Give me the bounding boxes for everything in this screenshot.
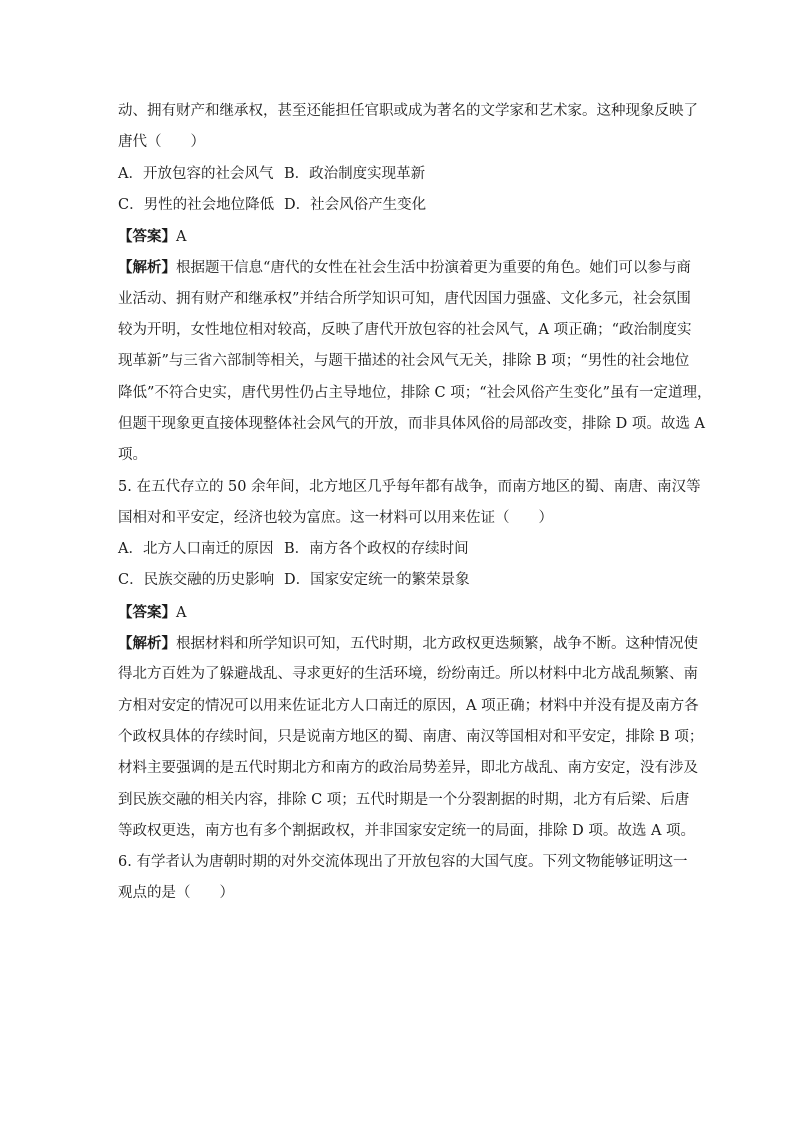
q4-option-d: D．社会风俗产生变化 bbox=[284, 196, 427, 213]
q4-analysis-label: 【解析】 bbox=[118, 259, 176, 277]
q6-stem-line-1: 6. 有学者认为唐朝时期的对外交流体现出了开放包容的大国气度。下列文物能够证明这一 bbox=[118, 854, 688, 871]
q4-analysis-text-1: 根据题干信息“唐代的女性在社会生活中扮演着更为重要的角色。她们可以参与商 bbox=[176, 260, 691, 277]
q4-option-a: A．开放包容的社会风气 bbox=[118, 165, 274, 182]
q5-stem-line-2: 国相对和平安定，经济也较为富庶。这一材料可以用来佐证（ ） bbox=[118, 509, 553, 526]
q5-analysis-text-1: 根据材料和所学知识可知，五代时期，北方政权更迭频繁，战争不断。这种情况使 bbox=[176, 636, 698, 653]
q5-answer-value: A bbox=[176, 604, 187, 621]
q5-analysis-line-5: 材料主要强调的是五代时期北方和南方的政治局势差异，即北方战乱、南方安定，没有涉及 bbox=[118, 760, 698, 777]
q4-options-row-1 bbox=[118, 159, 678, 190]
q5-stem-line-1: 5. 在五代存立的 50 余年间，北方地区几乎每年都有战争，而南方地区的蜀、南唐、南汉等 bbox=[118, 478, 701, 495]
q5-answer bbox=[118, 597, 678, 628]
q5-analysis-line-3: 方相对安定的情况可以用来佐证北方人口南迁的原因，A 项正确；材料中并没有提及南方各 bbox=[118, 697, 699, 714]
q5-analysis-label: 【解析】 bbox=[118, 635, 176, 653]
q4-analysis-line-5: 降低”不符合史实，唐代男性仍占主导地位，排除 C 项；“社会风俗产生变化”虽有一定道理， bbox=[118, 384, 712, 401]
q4-analysis-line-6: 但题干现象更直接体现整体社会风气的开放，而非具体风俗的局部改变，排除 D 项。故选 A bbox=[118, 415, 705, 432]
q5-options-row-2 bbox=[118, 565, 678, 596]
q4-option-b: B．政治制度实现革新 bbox=[284, 165, 426, 182]
q5-option-d: D．国家安定统一的繁荣景象 bbox=[284, 572, 470, 589]
q4-stem-line-2: 唐代（ ） bbox=[118, 134, 205, 151]
q4-option-c: C．男性的社会地位降低 bbox=[118, 196, 275, 213]
q5-answer-label: 【答案】 bbox=[118, 603, 176, 621]
document-page bbox=[118, 96, 712, 910]
q4-analysis-line-7: 项。 bbox=[118, 447, 147, 464]
q4-answer-value: A bbox=[176, 229, 187, 246]
q4-analysis-line-2: 业活动、拥有财产和继承权”并结合所学知识可知，唐代因国力强盛、文化多元，社会氛围 bbox=[118, 290, 691, 307]
q5-option-c: C．民族交融的历史影响 bbox=[118, 572, 275, 589]
q5-analysis-line-6: 到民族交融的相关内容，排除 C 项；五代时期是一个分裂割据的时期，北方有后梁、后唐 bbox=[118, 791, 690, 808]
q4-stem-line-1: 动、拥有财产和继承权，甚至还能担任官职或成为著名的文学家和艺术家。这种现象反映了 bbox=[118, 103, 698, 119]
q5-analysis-line-1 bbox=[118, 628, 698, 659]
q5-analysis-line-7: 等政权更迭，南方也有多个割据政权，并非国家安定统一的局面，排除 D 项。故选 A 项。 bbox=[118, 822, 696, 839]
q5-option-b: B．南方各个政权的存续时间 bbox=[284, 541, 469, 558]
q4-answer-label: 【答案】 bbox=[118, 228, 176, 246]
q5-analysis-line-2: 得北方百姓为了躲避战乱、寻求更好的生活环境，纷纷南迁。所以材料中北方战乱频繁、南 bbox=[118, 666, 698, 683]
q4-analysis-line-3: 较为开明，女性地位相对较高，反映了唐代开放包容的社会风气，A 项正确；“政治制度实 bbox=[118, 322, 692, 339]
q5-option-a: A．北方人口南迁的原因 bbox=[118, 541, 274, 558]
q4-analysis-line-4: 现革新”与三省六部制等相关，与题干描述的社会风气无关，排除 B 项；“男性的社会地位 bbox=[118, 353, 690, 370]
q4-analysis-line-1 bbox=[118, 252, 691, 283]
q5-analysis-line-4: 个政权具体的存续时间，只是说南方地区的蜀、南唐、南汉等国相对和平安定，排除 B 项； bbox=[118, 728, 704, 745]
q4-answer bbox=[118, 221, 678, 252]
q6-stem-line-2: 观点的是（ ） bbox=[118, 885, 234, 902]
q4-options-row-2 bbox=[118, 190, 678, 221]
q5-options-row-1 bbox=[118, 534, 678, 565]
